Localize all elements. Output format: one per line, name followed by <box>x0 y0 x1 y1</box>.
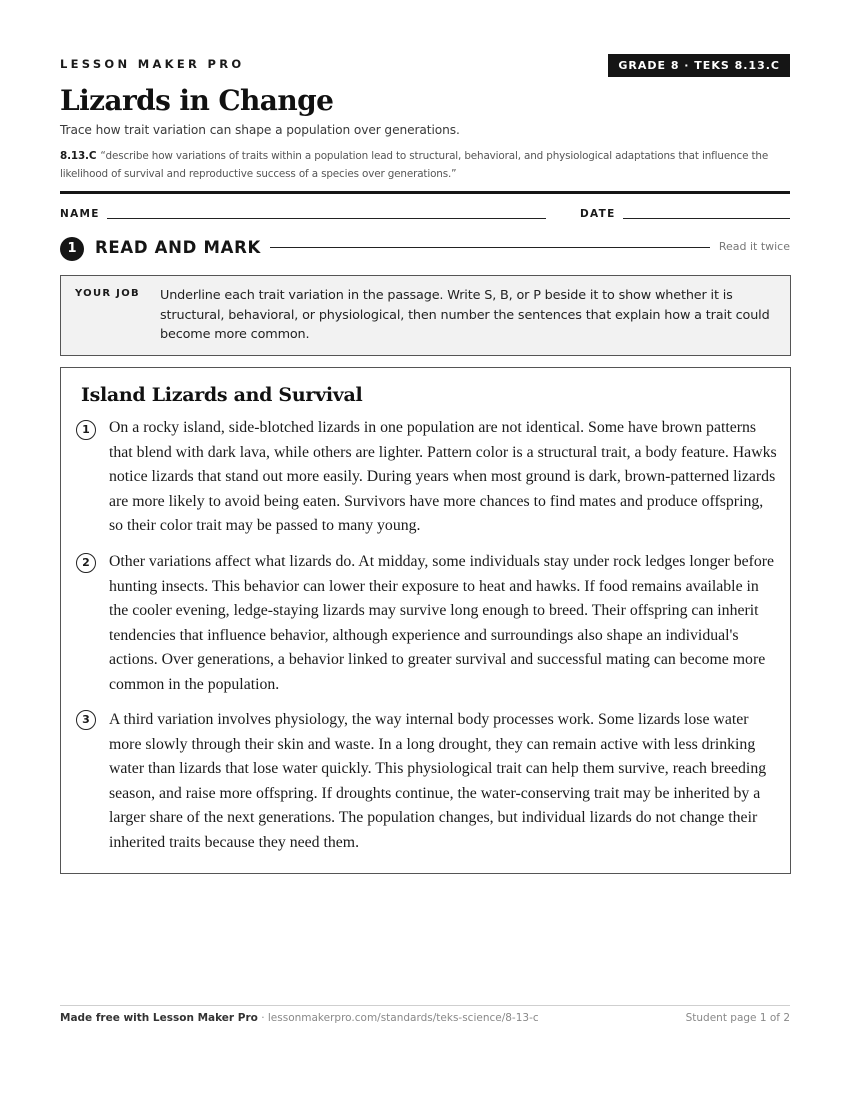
footer-url[interactable]: · lessonmakerpro.com/standards/teks-science/8-13-c <box>257 1012 539 1024</box>
your-job-label: YOUR JOB <box>75 288 140 299</box>
standard-statement <box>60 147 795 183</box>
your-job-instructions: Underline each trait variation in the passage. Write S, B, or P beside it to show whether it is structural, behavioral, or physiological, then number the sentences that explain how a trait could become more common. <box>160 288 770 343</box>
reading-passage <box>60 367 791 874</box>
passage-title: Island Lizards and Survival <box>81 384 363 406</box>
paragraph-3: A third variation involves physiology, the way internal body processes work. Some lizards lose water more slowly through their skin and waste. In a long drought, they can remain active with less drinking water than lizards that lose water quickly. This physiological trait can help them survive, reach breeding season, and raise more offspring. If droughts continue, the water-conserving trait may be inherited by a larger share of the next generations. The population changes, but individual lizards do not change their inherited traits because they need them. <box>109 711 767 851</box>
section-rule <box>270 247 710 248</box>
your-job-box <box>60 275 791 356</box>
standard-text: “describe how variations of traits within a population lead to structural, behavioral, and physiological adaptations that influence the likelihood of survival and reproductive success of a species over generations.” <box>60 150 769 180</box>
paragraph-2: Other variations affect what lizards do. At midday, some individuals stay under rock ledges longer before hunting insects. This behavior can lower their exposure to heat and hawks. If food remains available in the cooler evening, ledge-staying lizards may survive long enough to breed. Their offspring can inherit tendencies that influence behavior, although experience and surroundings also shape an individual's actions. Over generations, a behavior linked to greater survival and successful mating can become more common in the population. <box>109 553 775 693</box>
page-indicator: Student page 1 of 2 <box>685 1012 790 1024</box>
section-note: Read it twice <box>718 240 790 253</box>
section-number-badge: 1 <box>60 237 84 261</box>
name-field-line[interactable] <box>107 218 546 219</box>
paragraph-number-3: 3 <box>76 710 96 730</box>
standard-code: 8.13.C <box>60 150 97 162</box>
grade-badge: GRADE 8 · TEKS 8.13.C <box>608 54 790 77</box>
header-divider <box>60 191 790 194</box>
paragraph-number-1: 1 <box>76 420 96 440</box>
footer-made-with: Made free with Lesson Maker Pro <box>60 1012 258 1024</box>
paragraph-1: On a rocky island, side-blotched lizards in one population are not identical. Some have brown patterns that blend with dark lava, while others are lighter. Pattern color is a structural trait, a body feature. Hawks notice lizards that stand out more easily. During years when most ground is dark, brown-patterned lizards are more likely to avoid being eaten. Survivors have more chances to find mates and produce offspring, so their color trait may be passed to many young. <box>109 419 777 534</box>
brand-name: LESSON MAKER PRO <box>60 57 245 71</box>
date-label: DATE <box>580 208 616 220</box>
footer-divider <box>60 1005 790 1006</box>
page-subtitle: Trace how trait variation can shape a population over generations. <box>60 123 460 137</box>
footer-credit <box>60 1012 539 1024</box>
date-field-line[interactable] <box>623 218 790 219</box>
paragraph-number-2: 2 <box>76 553 96 573</box>
name-label: NAME <box>60 208 100 220</box>
section-title: READ AND MARK <box>95 238 261 257</box>
page-title: Lizards in Change <box>60 84 334 117</box>
